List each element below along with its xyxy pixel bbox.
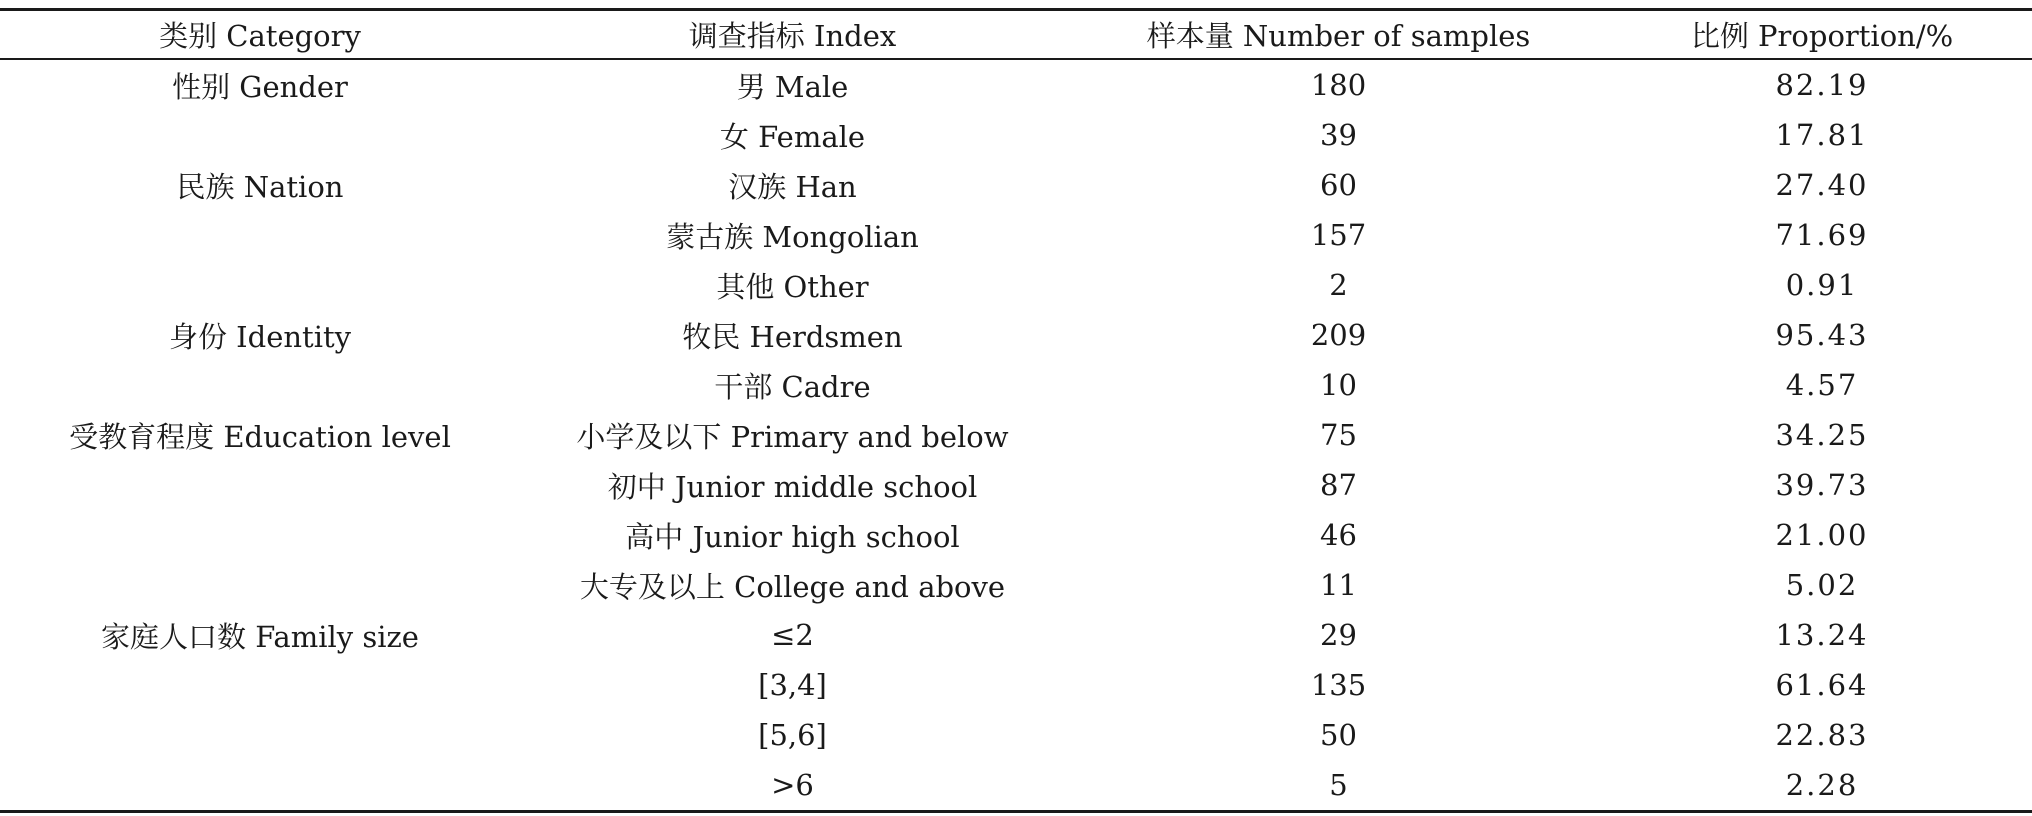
cell-samples: 135 [1310, 668, 1367, 702]
cell-category [0, 510, 520, 560]
cell-category [0, 110, 520, 160]
cell-category: 性别 Gender [172, 69, 348, 104]
table-row [0, 560, 2032, 610]
cell-proportion: 34.25 [1775, 418, 1869, 452]
cell-index: 男 Male [736, 69, 849, 104]
cell-index: 其他 Other [716, 269, 869, 304]
cell-proportion: 82.19 [1775, 68, 1869, 102]
cell-samples: 11 [1320, 568, 1357, 602]
cell-category [0, 560, 520, 610]
table-row [0, 760, 2032, 812]
cell-index: ≤2 [771, 618, 814, 652]
cell-index: 大专及以上 College and above [579, 569, 1006, 604]
table-row [0, 260, 2032, 310]
cell-index: 干部 Cadre [714, 369, 871, 404]
cell-proportion: 21.00 [1775, 518, 1869, 552]
cell-samples: 29 [1320, 618, 1357, 652]
cell-category: 民族 Nation [176, 169, 344, 204]
cell-proportion: 17.81 [1775, 118, 1869, 152]
table-row [0, 410, 2032, 460]
cell-proportion: 61.64 [1775, 668, 1869, 702]
cell-samples: 60 [1320, 168, 1357, 202]
cell-category [0, 760, 520, 812]
table-row [0, 360, 2032, 410]
cell-proportion: 4.57 [1785, 368, 1859, 402]
cell-index: 初中 Junior middle school [607, 469, 978, 504]
table-row [0, 110, 2032, 160]
cell-samples: 10 [1320, 368, 1357, 402]
cell-index: 女 Female [719, 119, 866, 154]
table-row [0, 710, 2032, 760]
cell-category [0, 660, 520, 710]
header-row [0, 10, 2032, 60]
cell-proportion: 39.73 [1775, 468, 1869, 502]
cell-samples: 50 [1320, 718, 1357, 752]
table-row [0, 510, 2032, 560]
cell-samples: 46 [1320, 518, 1357, 552]
data-table [0, 8, 2032, 813]
cell-samples: 2 [1329, 268, 1348, 302]
cell-category [0, 260, 520, 310]
table-row [0, 460, 2032, 510]
table-row [0, 160, 2032, 210]
cell-index: [5,6] [758, 718, 827, 752]
cell-category [0, 210, 520, 260]
cell-index: 蒙古族 Mongolian [666, 219, 919, 254]
cell-proportion: 13.24 [1775, 618, 1869, 652]
header-index: 调查指标 Index [688, 19, 897, 53]
cell-samples: 157 [1310, 218, 1367, 252]
cell-index: 小学及以下 Primary and below [576, 419, 1009, 454]
cell-index: 汉族 Han [728, 169, 857, 204]
header-samples: 样本量 Number of samples [1146, 19, 1531, 53]
cell-proportion: 0.91 [1785, 268, 1859, 302]
cell-samples: 180 [1310, 68, 1367, 102]
header-proportion: 比例 Proportion/% [1690, 19, 1954, 53]
cell-category [0, 710, 520, 760]
cell-index: [3,4] [758, 668, 827, 702]
table-container [0, 8, 2032, 813]
cell-index: >6 [771, 768, 814, 802]
cell-category: 家庭人口数 Family size [101, 619, 419, 654]
cell-proportion: 27.40 [1775, 168, 1869, 202]
cell-category: 受教育程度 Education level [69, 419, 451, 454]
header-category: 类别 Category [159, 19, 361, 53]
cell-proportion: 2.28 [1785, 768, 1859, 802]
cell-category [0, 460, 520, 510]
cell-category [0, 360, 520, 410]
cell-proportion: 5.02 [1785, 568, 1859, 602]
cell-samples: 5 [1329, 768, 1348, 802]
cell-category: 身份 Identity [168, 319, 352, 354]
cell-index: 高中 Junior high school [625, 519, 960, 554]
cell-samples: 209 [1310, 318, 1367, 352]
table-row [0, 610, 2032, 660]
cell-proportion: 95.43 [1775, 318, 1869, 352]
table-row [0, 59, 2032, 110]
cell-proportion: 22.83 [1775, 718, 1869, 752]
table-row [0, 310, 2032, 360]
table-row [0, 210, 2032, 260]
table-row [0, 660, 2032, 710]
cell-samples: 39 [1320, 118, 1357, 152]
cell-samples: 87 [1320, 468, 1357, 502]
cell-proportion: 71.69 [1775, 218, 1869, 252]
cell-samples: 75 [1320, 418, 1357, 452]
cell-index: 牧民 Herdsmen [682, 319, 903, 354]
